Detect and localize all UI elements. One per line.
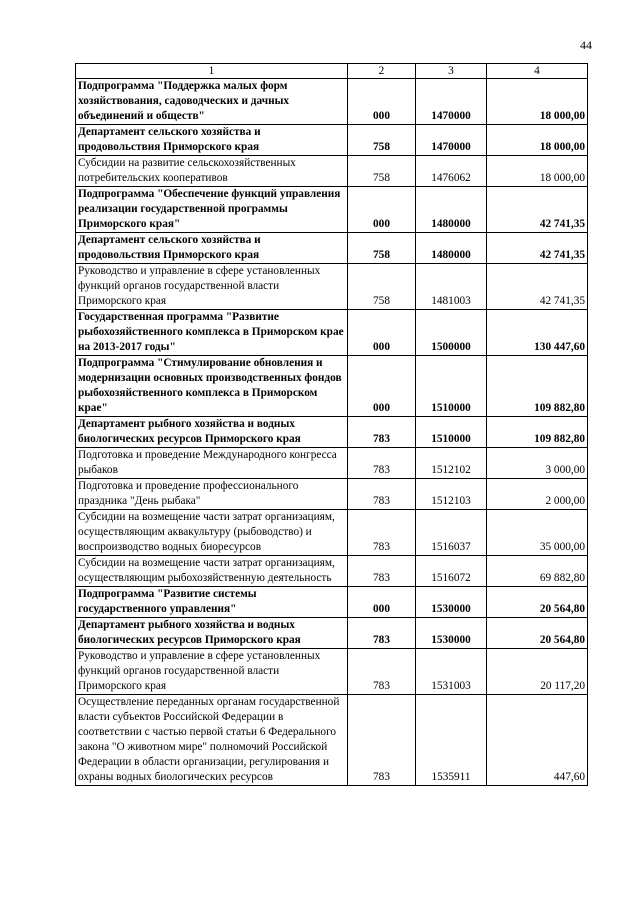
budget-table (75, 63, 588, 786)
row-name-cell: Руководство и управление в сфере установленных функций органов государственной власти Приморского края (76, 264, 348, 310)
row-amount-cell: 69 882,80 (487, 556, 588, 587)
row-amount-cell: 130 447,60 (487, 310, 588, 356)
row-amount-cell: 2 000,00 (487, 479, 588, 510)
header-col-4: 4 (487, 64, 588, 79)
row-amount-cell: 3 000,00 (487, 448, 588, 479)
row-dept-code-cell: 783 (348, 556, 416, 587)
row-name-cell: Департамент рыбного хозяйства и водных биологических ресурсов Приморского края (76, 618, 348, 649)
row-name-cell: Субсидии на возмещение части затрат организациям, осуществляющим аквакультуру (рыбоводство) и воспроизводство водных биоресурсов (76, 510, 348, 556)
row-name-cell: Департамент сельского хозяйства и продовольствия Приморского края (76, 233, 348, 264)
row-dept-code-cell: 758 (348, 233, 416, 264)
table-row (76, 264, 588, 310)
row-name-cell: Государственная программа "Развитие рыбохозяйственного комплекса в Приморском крае на 2013-2017 годы" (76, 310, 348, 356)
row-name-cell: Подпрограмма "Поддержка малых форм хозяйствования, садоводческих и дачных объединений и обществ" (76, 79, 348, 125)
row-amount-cell: 109 882,80 (487, 417, 588, 448)
table-row (76, 310, 588, 356)
table-row (76, 618, 588, 649)
row-target-code-cell: 1530000 (416, 587, 487, 618)
row-dept-code-cell: 000 (348, 356, 416, 417)
row-name-cell: Подготовка и проведение профессионального праздника "День рыбака" (76, 479, 348, 510)
row-target-code-cell: 1516037 (416, 510, 487, 556)
row-target-code-cell: 1500000 (416, 310, 487, 356)
row-name-cell: Субсидии на развитие сельскохозяйственных потребительских кооперативов (76, 156, 348, 187)
header-col-3: 3 (416, 64, 487, 79)
row-name-cell: Подпрограмма "Развитие системы государственного управления" (76, 587, 348, 618)
row-name-cell: Департамент сельского хозяйства и продовольствия Приморского края (76, 125, 348, 156)
table-body (76, 79, 588, 786)
row-dept-code-cell: 000 (348, 587, 416, 618)
row-amount-cell: 20 564,80 (487, 618, 588, 649)
row-dept-code-cell: 783 (348, 448, 416, 479)
table-row (76, 233, 588, 264)
row-dept-code-cell: 783 (348, 618, 416, 649)
row-target-code-cell: 1470000 (416, 79, 487, 125)
row-dept-code-cell: 783 (348, 417, 416, 448)
table-row (76, 125, 588, 156)
row-amount-cell: 35 000,00 (487, 510, 588, 556)
row-dept-code-cell: 783 (348, 649, 416, 695)
row-target-code-cell: 1530000 (416, 618, 487, 649)
table-row (76, 587, 588, 618)
row-amount-cell: 18 000,00 (487, 79, 588, 125)
row-dept-code-cell: 000 (348, 79, 416, 125)
table-row (76, 649, 588, 695)
row-name-cell: Осуществление переданных органам государственной власти субъектов Российской Федерации в соответствии с частью первой статьи 6 Федерального закона "О животном мире" полномочий Российской Федерации в области организации, регулирования и охраны водных биологических ресурсов (76, 695, 348, 786)
row-name-cell: Подпрограмма "Стимулирование обновления и модернизации основных производственных фондов рыбохозяйственного комплекса в Приморском крае" (76, 356, 348, 417)
row-amount-cell: 109 882,80 (487, 356, 588, 417)
row-target-code-cell: 1516072 (416, 556, 487, 587)
table-row (76, 187, 588, 233)
row-amount-cell: 20 564,80 (487, 587, 588, 618)
row-target-code-cell: 1512103 (416, 479, 487, 510)
row-amount-cell: 42 741,35 (487, 233, 588, 264)
table-row (76, 356, 588, 417)
table-row (76, 156, 588, 187)
row-target-code-cell: 1512102 (416, 448, 487, 479)
row-name-cell: Департамент рыбного хозяйства и водных биологических ресурсов Приморского края (76, 417, 348, 448)
row-name-cell: Подготовка и проведение Международного конгресса рыбаков (76, 448, 348, 479)
row-target-code-cell: 1510000 (416, 417, 487, 448)
table-row (76, 479, 588, 510)
row-target-code-cell: 1480000 (416, 233, 487, 264)
page-number: 44 (580, 38, 592, 52)
row-dept-code-cell: 758 (348, 156, 416, 187)
row-target-code-cell: 1470000 (416, 125, 487, 156)
table-row (76, 695, 588, 786)
header-col-2: 2 (348, 64, 416, 79)
row-dept-code-cell: 758 (348, 264, 416, 310)
row-name-cell: Подпрограмма "Обеспечение функций управления реализации государственной программы Приморского края" (76, 187, 348, 233)
header-col-1: 1 (76, 64, 348, 79)
row-dept-code-cell: 000 (348, 310, 416, 356)
table-row (76, 417, 588, 448)
row-amount-cell: 42 741,35 (487, 187, 588, 233)
row-name-cell: Субсидии на возмещение части затрат организациям, осуществляющим рыбохозяйственную деятельность (76, 556, 348, 587)
row-target-code-cell: 1480000 (416, 187, 487, 233)
table-header-row (76, 64, 588, 79)
row-target-code-cell: 1476062 (416, 156, 487, 187)
row-dept-code-cell: 758 (348, 125, 416, 156)
row-dept-code-cell: 783 (348, 510, 416, 556)
table-row (76, 79, 588, 125)
row-target-code-cell: 1535911 (416, 695, 487, 786)
row-target-code-cell: 1531003 (416, 649, 487, 695)
table-row (76, 556, 588, 587)
row-dept-code-cell: 000 (348, 187, 416, 233)
row-target-code-cell: 1481003 (416, 264, 487, 310)
row-dept-code-cell: 783 (348, 479, 416, 510)
row-amount-cell: 447,60 (487, 695, 588, 786)
table-row (76, 510, 588, 556)
row-name-cell: Руководство и управление в сфере установленных функций органов государственной власти Приморского края (76, 649, 348, 695)
row-amount-cell: 20 117,20 (487, 649, 588, 695)
table-row (76, 448, 588, 479)
row-target-code-cell: 1510000 (416, 356, 487, 417)
row-amount-cell: 42 741,35 (487, 264, 588, 310)
row-dept-code-cell: 783 (348, 695, 416, 786)
row-amount-cell: 18 000,00 (487, 125, 588, 156)
row-amount-cell: 18 000,00 (487, 156, 588, 187)
